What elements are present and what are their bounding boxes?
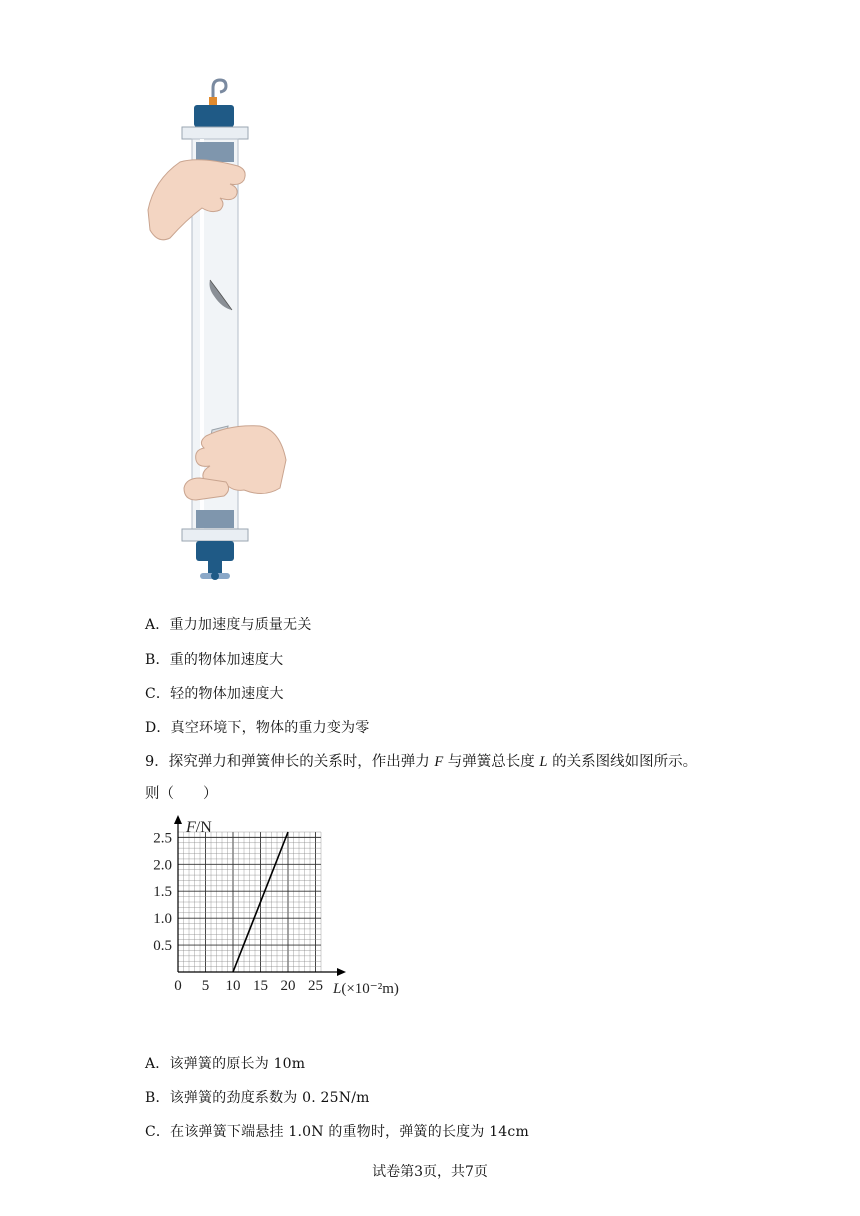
option-c: C．轻的物体加速度大 [145,686,284,702]
x-axis-arrow [337,968,346,976]
y-tick-label: 2.0 [153,857,172,874]
question-9-answer-blank: 则（ ） [145,786,218,802]
q9-option-a: A．该弹簧的原长为 10m [145,1056,306,1072]
option-b: B．重的物体加速度大 [145,652,284,668]
question-9-stem: 9．探究弹力和弹簧伸长的关系时，作出弹力 F 与弹簧总长度 L 的关系图线如图所示。 [145,754,698,770]
option-a: A．重力加速度与质量无关 [145,617,312,633]
y-tick-label: 1.0 [153,911,172,928]
y-axis-arrow [174,815,182,824]
y-tick-label: 0.5 [153,938,172,955]
y-tick-label: 1.5 [153,884,172,901]
vacuum-tube-illustration [140,70,300,595]
q9-option-c: C．在该弹簧下端悬挂 1.0N 的重物时，弹簧的长度为 14cm [145,1124,529,1140]
q9-option-b: B．该弹簧的劲度系数为 0. 25N/m [145,1090,370,1106]
x-tick-label: 5 [201,978,210,994]
force-length-chart [140,812,430,1002]
x-tick-label: 20 [280,978,296,994]
y-axis-label: F/N [186,819,212,836]
x-tick-label: 25 [308,978,323,994]
x-tick-label: 0 [174,978,182,994]
page-footer: 试卷第3页，共7页 [372,1164,488,1180]
option-d: D．真空环境下，物体的重力变为零 [145,720,370,736]
y-tick-label: 2.5 [153,830,172,847]
x-tick-label: 15 [253,978,268,994]
x-axis-label: L(×10⁻²m) [333,981,399,997]
x-tick-label: 10 [225,978,241,994]
